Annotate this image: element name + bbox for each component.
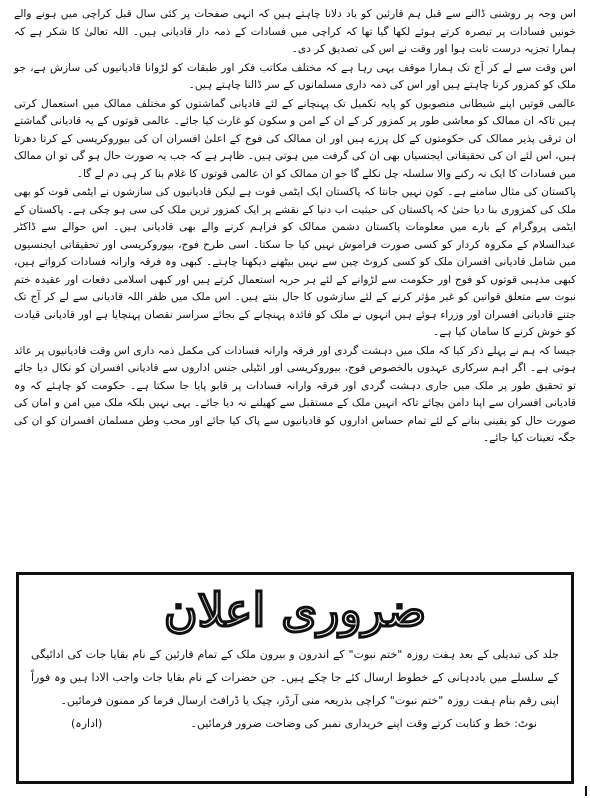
announcement-title: ضروری اعلان [163,583,427,637]
announcement-text: جلد کی تبدیلی کے بعد ہفت روزہ "ختم نبوت" کے اندرون و بیرون ملک کے تمام قارئین کے نام بقایا جات کی ادائیگی کے سلسلے میں یاددہانی کے خطوط ارسال کئے جا چکے ہیں۔ جن حضرات کے نام بقایا جات واجب الادا ہیں وہ فوراً اپنی رقم بنام ہفت روزہ "ختم نبوت" کراچی بذریعہ منی آرڈر، چیک یا ڈرافٹ ارسال فرما کر ممنون فرمائیں۔ [31,648,559,707]
announcement-box [16,572,574,784]
newspaper-page [10,6,580,786]
announcement-footer [19,712,571,734]
article-paragraph-1: اس وجہ پر روشنی ڈالنے سے قبل ہم قارئین کو یاد دلانا چاہتے ہیں کہ انہی صفحات پر کئی سال قبل کراچی میں ہونے والے خونیں فسادات پر تبصرہ کرتے ہوئے لکھا گیا تھا کہ کراچی میں فسادات کے ذمہ دار قادیانی ہیں۔ اللہ تعالیٰ کا شکر ہے کہ ہمارا تجزیہ درست ثابت ہوا اور وقت نے اس کی تصدیق کر دی۔ [14,8,576,55]
article-paragraph-4: پاکستان کی مثال سامنے ہے۔ کون نہیں جانتا کہ پاکستان ایک ایٹمی قوت ہے لیکن قادیانیوں کی سازشوں نے ایٹمی قوت کو بھی ملک کی کمزوری بنا دیا حتیٰ کہ پاکستان کی حیثیت اب دنیا کے نقشے پر ایک کمزور ترین ملک کی سی ہو چکی ہے۔ پاکستان کے ایٹمی پروگرام کے بارے میں معلومات پاکستان دشمن ممالک کو فراہم کرنے والے بھی قادیانی ہیں۔ اس حوالے سے ڈاکٹر عبدالسلام کے مکروہ کردار کو کسی صورت فراموش نہیں کیا جا سکتا۔ اسی طرح فوج، بیوروکریسی اور تحقیقاتی ایجنسیوں میں شامل قادیانی افسران ملک کو کسی کروٹ چین سے نہیں بیٹھنے دیکھنا چاہتے۔ کبھی وہ فرقہ وارانہ فسادات کرواتے ہیں، کبھی مذہبی قوتوں کو فوج اور حکومت سے لڑوانے کے لئے ہر حربہ استعمال کرتے ہیں اور کبھی اسلامی دفعات اور عقیدہ ختم نبوت سے متعلق قوانین کو غیر مؤثر کرنے کے لئے سازشوں کا جال بنتے ہیں۔ اس ملک میں ظفر اللہ قادیانی سے لے کر آج تک جتنے قادیانی افسران اور وزراء ہوئے ہیں انہوں نے ملک کو فائدہ پہنچانے کے بجائے سراسر نقصان پہنچایا ہے اور قادیانی قیادت کو خوش کرنے کا سامان کیا ہے۔ [14,186,576,338]
article-body [10,6,580,448]
article-paragraph-2: اس وقت سے لے کر آج تک ہمارا موقف یہی رہا ہے کہ مختلف مکاتب فکر اور طبقات کو لڑوانا قادیانیوں کی سازش ہے، جو ملک کو کمزور کرنا چاہتے ہیں اور اس کی ذمہ داری مسلمانوں کے سر ڈالنا چاہتے ہیں۔ [14,61,576,91]
article-paragraph-3: عالمی قوتیں اپنے شیطانی منصوبوں کو پایہ تکمیل تک پہنچانے کے لئے قادیانی گماشتوں کو مختلف ممالک میں استعمال کرتی ہیں تاکہ ان ممالک کو معاشی طور پر کمزور کر کے ان کے امن و سکون کو غارت کیا جائے۔ عالمی قوتوں کے یہ قادیانی گماشتے ان ترقی پذیر ممالک کی حکومتوں کے کل پرزے ہیں اور ان ممالک کی فوج کے اعلیٰ افسران ان کی بیوروکریسی کے کرتا دھرتا ہیں، اس لئے ان کی تحقیقاتی ایجنسیاں بھی ان کی گرفت میں ہوتی ہیں۔ ظاہر ہے کہ جب یہ صورت حال ہو گی تو ان ممالک میں فسادات کا ایک نہ رکنے والا سلسلہ چل نکلے گا جو ان ممالک کو ان عالمی قوتوں کا غلام بنا کر ہی دم لے گا۔ [14,97,576,180]
announcement-note: نوٹ: خط و کتابت کرتے وقت اپنے خریداری نمبر کی وضاحت ضرور فرمائیں۔ [190,717,537,730]
article-paragraph-5: جیسا کہ ہم نے پہلے ذکر کیا کہ ملک میں دہشت گردی اور فرقہ وارانہ فسادات کی مکمل ذمہ داری اس وقت قادیانیوں پر عائد ہوتی ہے۔ اگر اہم سرکاری عہدوں بالخصوص فوج، بیوروکریسی اور انٹیلی جنس اداروں سے قادیانی افسران کو نکال دیا جائے تو تحقیق طور پر ملک میں جاری دہشت گردی اور فرقہ وارانہ فسادات پر قابو پایا جا سکتا ہے۔ حکومت کو چاہئے کہ وہ قادیانی افسران سے اپنا دامن بچائے تاکہ انہیں ملک کے مستقبل سے کھیلنے نہ دیا جائے۔ یہی نہیں بلکہ ملک میں امن و امان کی صورت حال کو یقینی بنانے کے لئے تمام حساس اداروں کو قادیانیوں سے پاک کیا جائے اور محب وطن مسلمان افسران کو ان کی جگہ تعینات کیا جائے۔ [14,344,576,444]
announcement-signature: (ادارہ) [71,717,103,730]
page-edge-mark [585,786,587,796]
